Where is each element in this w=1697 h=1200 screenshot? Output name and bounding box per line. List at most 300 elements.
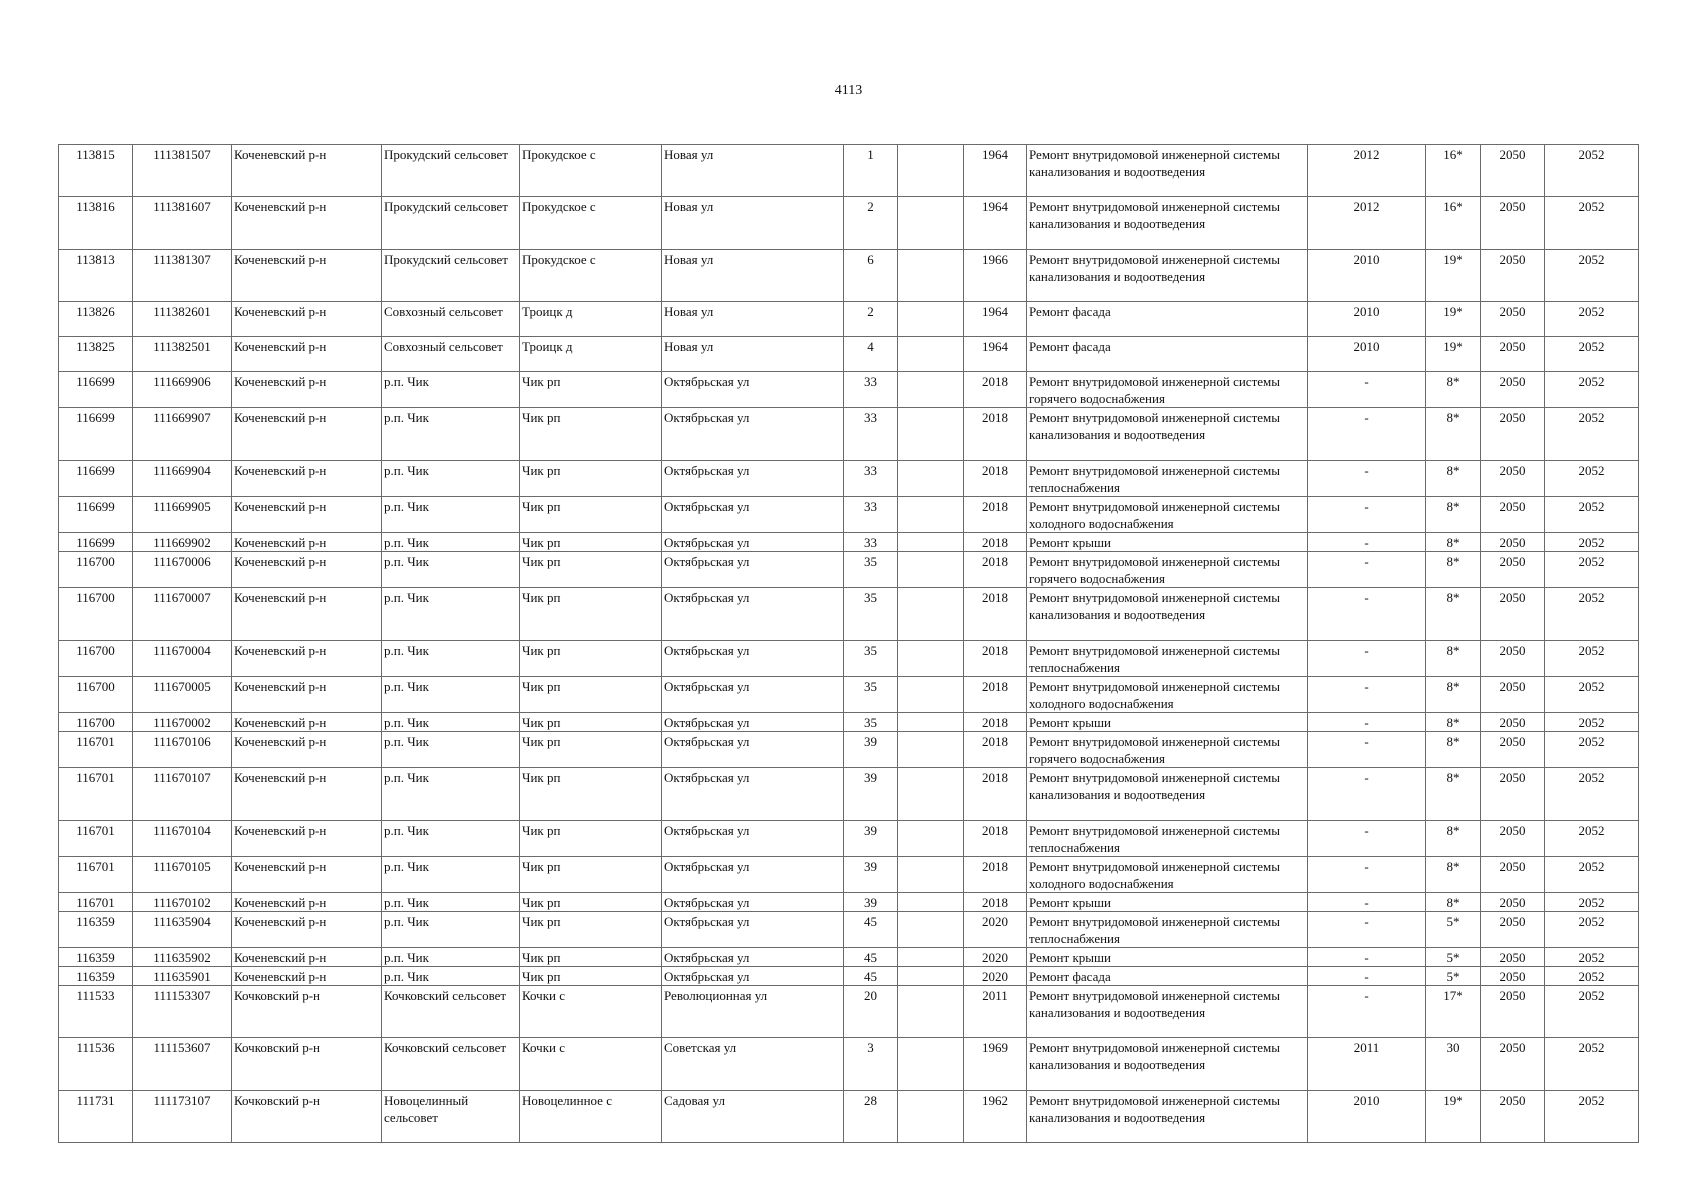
cell-work-id: 111670002 bbox=[133, 713, 232, 732]
cell-locality: Чик рп bbox=[520, 588, 662, 641]
cell-last-repair-year: - bbox=[1308, 641, 1426, 677]
cell-work-id: 111153607 bbox=[133, 1038, 232, 1091]
cell-district: Коченевский р-н bbox=[232, 533, 382, 552]
cell-settlement-council: р.п. Чик bbox=[382, 893, 520, 912]
cell-plan-start-year: 2050 bbox=[1481, 967, 1545, 986]
table-row bbox=[59, 337, 1639, 372]
cell-priority: 8* bbox=[1426, 641, 1481, 677]
cell-year-built: 2020 bbox=[964, 948, 1027, 967]
cell-locality: Прокудское с bbox=[520, 250, 662, 302]
cell-street: Октябрьская ул bbox=[662, 552, 844, 588]
cell-work-id: 111670006 bbox=[133, 552, 232, 588]
cell-street: Новая ул bbox=[662, 337, 844, 372]
cell-house-number: 3 bbox=[844, 1038, 898, 1091]
cell-priority: 19* bbox=[1426, 302, 1481, 337]
cell-house-code: 116701 bbox=[59, 857, 133, 893]
cell-plan-end-year: 2052 bbox=[1545, 552, 1639, 588]
cell-house-code: 113815 bbox=[59, 145, 133, 197]
cell-building bbox=[898, 197, 964, 250]
cell-work-type: Ремонт внутридомовой инженерной системы холодного водоснабжения bbox=[1027, 677, 1308, 713]
cell-plan-start-year: 2050 bbox=[1481, 250, 1545, 302]
table-row bbox=[59, 732, 1639, 768]
repair-register-table bbox=[58, 144, 1639, 1143]
cell-plan-start-year: 2050 bbox=[1481, 857, 1545, 893]
cell-plan-start-year: 2050 bbox=[1481, 497, 1545, 533]
cell-work-type: Ремонт внутридомовой инженерной системы горячего водоснабжения bbox=[1027, 372, 1308, 408]
cell-locality: Троицк д bbox=[520, 302, 662, 337]
cell-year-built: 2018 bbox=[964, 552, 1027, 588]
cell-house-code: 116699 bbox=[59, 533, 133, 552]
cell-year-built: 2018 bbox=[964, 461, 1027, 497]
cell-work-id: 111670106 bbox=[133, 732, 232, 768]
cell-priority: 8* bbox=[1426, 732, 1481, 768]
cell-district: Коченевский р-н bbox=[232, 912, 382, 948]
cell-priority: 8* bbox=[1426, 461, 1481, 497]
cell-work-type: Ремонт внутридомовой инженерной системы канализования и водоотведения bbox=[1027, 1091, 1308, 1143]
cell-street: Революционная ул bbox=[662, 986, 844, 1038]
cell-plan-start-year: 2050 bbox=[1481, 713, 1545, 732]
cell-last-repair-year: 2012 bbox=[1308, 145, 1426, 197]
cell-settlement-council: р.п. Чик bbox=[382, 732, 520, 768]
cell-building bbox=[898, 250, 964, 302]
table-row bbox=[59, 768, 1639, 821]
cell-house-number: 39 bbox=[844, 857, 898, 893]
cell-locality: Кочки с bbox=[520, 1038, 662, 1091]
page-number: 4113 bbox=[834, 83, 863, 98]
cell-street: Садовая ул bbox=[662, 1091, 844, 1143]
cell-plan-start-year: 2050 bbox=[1481, 302, 1545, 337]
cell-locality: Кочки с bbox=[520, 986, 662, 1038]
cell-settlement-council: р.п. Чик bbox=[382, 912, 520, 948]
cell-settlement-council: Совхозный сельсовет bbox=[382, 302, 520, 337]
cell-district: Коченевский р-н bbox=[232, 461, 382, 497]
cell-house-number: 45 bbox=[844, 948, 898, 967]
cell-plan-end-year: 2052 bbox=[1545, 372, 1639, 408]
cell-year-built: 2020 bbox=[964, 912, 1027, 948]
cell-street: Октябрьская ул bbox=[662, 461, 844, 497]
table-row bbox=[59, 677, 1639, 713]
cell-plan-end-year: 2052 bbox=[1545, 533, 1639, 552]
cell-last-repair-year: - bbox=[1308, 497, 1426, 533]
cell-house-number: 2 bbox=[844, 302, 898, 337]
cell-house-code: 111731 bbox=[59, 1091, 133, 1143]
cell-district: Коченевский р-н bbox=[232, 893, 382, 912]
cell-building bbox=[898, 372, 964, 408]
cell-plan-start-year: 2050 bbox=[1481, 893, 1545, 912]
cell-house-code: 116701 bbox=[59, 768, 133, 821]
cell-year-built: 2018 bbox=[964, 588, 1027, 641]
cell-house-number: 35 bbox=[844, 677, 898, 713]
cell-locality: Чик рп bbox=[520, 552, 662, 588]
cell-plan-start-year: 2050 bbox=[1481, 145, 1545, 197]
cell-house-number: 35 bbox=[844, 588, 898, 641]
cell-district: Коченевский р-н bbox=[232, 145, 382, 197]
cell-district: Коченевский р-н bbox=[232, 857, 382, 893]
cell-work-type: Ремонт внутридомовой инженерной системы горячего водоснабжения bbox=[1027, 732, 1308, 768]
cell-street: Октябрьская ул bbox=[662, 857, 844, 893]
cell-building bbox=[898, 912, 964, 948]
cell-plan-start-year: 2050 bbox=[1481, 197, 1545, 250]
cell-plan-end-year: 2052 bbox=[1545, 677, 1639, 713]
cell-work-type: Ремонт внутридомовой инженерной системы холодного водоснабжения bbox=[1027, 857, 1308, 893]
cell-house-code: 116700 bbox=[59, 713, 133, 732]
cell-work-type: Ремонт внутридомовой инженерной системы канализования и водоотведения bbox=[1027, 197, 1308, 250]
cell-work-id: 111670005 bbox=[133, 677, 232, 713]
cell-locality: Чик рп bbox=[520, 821, 662, 857]
cell-plan-start-year: 2050 bbox=[1481, 461, 1545, 497]
cell-work-type: Ремонт внутридомовой инженерной системы канализования и водоотведения bbox=[1027, 986, 1308, 1038]
cell-work-id: 111670004 bbox=[133, 641, 232, 677]
table-row bbox=[59, 250, 1639, 302]
cell-building bbox=[898, 533, 964, 552]
cell-year-built: 1964 bbox=[964, 337, 1027, 372]
cell-last-repair-year: - bbox=[1308, 713, 1426, 732]
table-row bbox=[59, 145, 1639, 197]
cell-work-id: 111670102 bbox=[133, 893, 232, 912]
cell-building bbox=[898, 145, 964, 197]
cell-plan-start-year: 2050 bbox=[1481, 337, 1545, 372]
cell-settlement-council: р.п. Чик bbox=[382, 821, 520, 857]
cell-settlement-council: Кочковский сельсовет bbox=[382, 1038, 520, 1091]
cell-year-built: 1969 bbox=[964, 1038, 1027, 1091]
cell-locality: Прокудское с bbox=[520, 197, 662, 250]
cell-priority: 8* bbox=[1426, 857, 1481, 893]
cell-plan-start-year: 2050 bbox=[1481, 408, 1545, 461]
cell-plan-start-year: 2050 bbox=[1481, 821, 1545, 857]
cell-year-built: 1966 bbox=[964, 250, 1027, 302]
cell-locality: Чик рп bbox=[520, 967, 662, 986]
cell-district: Коченевский р-н bbox=[232, 250, 382, 302]
cell-district: Коченевский р-н bbox=[232, 713, 382, 732]
cell-settlement-council: р.п. Чик bbox=[382, 967, 520, 986]
cell-year-built: 2018 bbox=[964, 641, 1027, 677]
cell-priority: 5* bbox=[1426, 912, 1481, 948]
cell-street: Октябрьская ул bbox=[662, 641, 844, 677]
cell-plan-start-year: 2050 bbox=[1481, 986, 1545, 1038]
cell-work-type: Ремонт крыши bbox=[1027, 713, 1308, 732]
cell-settlement-council: Новоцелинный сельсовет bbox=[382, 1091, 520, 1143]
cell-district: Коченевский р-н bbox=[232, 497, 382, 533]
cell-plan-start-year: 2050 bbox=[1481, 641, 1545, 677]
table-row bbox=[59, 302, 1639, 337]
cell-work-id: 111153307 bbox=[133, 986, 232, 1038]
cell-last-repair-year: 2011 bbox=[1308, 1038, 1426, 1091]
cell-priority: 19* bbox=[1426, 250, 1481, 302]
cell-locality: Чик рп bbox=[520, 372, 662, 408]
cell-work-id: 111669906 bbox=[133, 372, 232, 408]
cell-year-built: 2018 bbox=[964, 893, 1027, 912]
cell-street: Октябрьская ул bbox=[662, 408, 844, 461]
cell-work-type: Ремонт внутридомовой инженерной системы теплоснабжения bbox=[1027, 641, 1308, 677]
cell-district: Коченевский р-н bbox=[232, 372, 382, 408]
cell-work-id: 111381307 bbox=[133, 250, 232, 302]
cell-work-type: Ремонт внутридомовой инженерной системы горячего водоснабжения bbox=[1027, 552, 1308, 588]
cell-priority: 8* bbox=[1426, 713, 1481, 732]
cell-year-built: 1962 bbox=[964, 1091, 1027, 1143]
cell-house-number: 33 bbox=[844, 372, 898, 408]
cell-building bbox=[898, 497, 964, 533]
cell-district: Коченевский р-н bbox=[232, 677, 382, 713]
cell-district: Коченевский р-н bbox=[232, 408, 382, 461]
cell-work-id: 111635902 bbox=[133, 948, 232, 967]
cell-last-repair-year: - bbox=[1308, 408, 1426, 461]
cell-building bbox=[898, 677, 964, 713]
cell-building bbox=[898, 857, 964, 893]
cell-priority: 19* bbox=[1426, 337, 1481, 372]
cell-district: Коченевский р-н bbox=[232, 732, 382, 768]
cell-year-built: 1964 bbox=[964, 197, 1027, 250]
cell-plan-end-year: 2052 bbox=[1545, 948, 1639, 967]
cell-street: Октябрьская ул bbox=[662, 768, 844, 821]
cell-work-id: 111381507 bbox=[133, 145, 232, 197]
cell-locality: Чик рп bbox=[520, 677, 662, 713]
cell-settlement-council: р.п. Чик bbox=[382, 408, 520, 461]
cell-year-built: 2018 bbox=[964, 713, 1027, 732]
cell-work-id: 111669904 bbox=[133, 461, 232, 497]
cell-settlement-council: р.п. Чик bbox=[382, 857, 520, 893]
table-row bbox=[59, 372, 1639, 408]
cell-plan-end-year: 2052 bbox=[1545, 768, 1639, 821]
cell-work-id: 111670107 bbox=[133, 768, 232, 821]
cell-building bbox=[898, 893, 964, 912]
cell-work-id: 111670007 bbox=[133, 588, 232, 641]
cell-work-type: Ремонт крыши bbox=[1027, 948, 1308, 967]
cell-street: Октябрьская ул bbox=[662, 912, 844, 948]
cell-district: Коченевский р-н bbox=[232, 337, 382, 372]
cell-house-number: 39 bbox=[844, 821, 898, 857]
cell-house-code: 116699 bbox=[59, 408, 133, 461]
cell-settlement-council: р.п. Чик bbox=[382, 677, 520, 713]
cell-street: Октябрьская ул bbox=[662, 533, 844, 552]
cell-locality: Чик рп bbox=[520, 641, 662, 677]
cell-building bbox=[898, 967, 964, 986]
cell-last-repair-year: - bbox=[1308, 533, 1426, 552]
cell-last-repair-year: - bbox=[1308, 768, 1426, 821]
cell-street: Октябрьская ул bbox=[662, 967, 844, 986]
cell-year-built: 2018 bbox=[964, 857, 1027, 893]
cell-street: Октябрьская ул bbox=[662, 821, 844, 857]
table-row bbox=[59, 408, 1639, 461]
cell-district: Коченевский р-н bbox=[232, 641, 382, 677]
cell-settlement-council: р.п. Чик bbox=[382, 641, 520, 677]
cell-plan-end-year: 2052 bbox=[1545, 497, 1639, 533]
cell-work-type: Ремонт крыши bbox=[1027, 893, 1308, 912]
cell-street: Октябрьская ул bbox=[662, 948, 844, 967]
cell-work-type: Ремонт внутридомовой инженерной системы теплоснабжения bbox=[1027, 461, 1308, 497]
cell-settlement-council: Прокудский сельсовет bbox=[382, 197, 520, 250]
table-row bbox=[59, 986, 1639, 1038]
cell-street: Новая ул bbox=[662, 302, 844, 337]
cell-house-code: 116699 bbox=[59, 372, 133, 408]
cell-locality: Чик рп bbox=[520, 912, 662, 948]
cell-last-repair-year: - bbox=[1308, 552, 1426, 588]
cell-settlement-council: р.п. Чик bbox=[382, 552, 520, 588]
cell-locality: Прокудское с bbox=[520, 145, 662, 197]
cell-year-built: 2020 bbox=[964, 967, 1027, 986]
cell-settlement-council: р.п. Чик bbox=[382, 497, 520, 533]
cell-building bbox=[898, 408, 964, 461]
cell-locality: Чик рп bbox=[520, 857, 662, 893]
cell-locality: Чик рп bbox=[520, 533, 662, 552]
cell-building bbox=[898, 337, 964, 372]
cell-house-code: 113826 bbox=[59, 302, 133, 337]
cell-year-built: 2018 bbox=[964, 533, 1027, 552]
cell-house-code: 116700 bbox=[59, 641, 133, 677]
cell-year-built: 1964 bbox=[964, 145, 1027, 197]
cell-locality: Чик рп bbox=[520, 948, 662, 967]
cell-last-repair-year: - bbox=[1308, 461, 1426, 497]
cell-street: Октябрьская ул bbox=[662, 732, 844, 768]
cell-house-number: 33 bbox=[844, 497, 898, 533]
cell-plan-start-year: 2050 bbox=[1481, 552, 1545, 588]
cell-work-id: 111173107 bbox=[133, 1091, 232, 1143]
table-row bbox=[59, 1038, 1639, 1091]
cell-work-type: Ремонт фасада bbox=[1027, 337, 1308, 372]
cell-plan-end-year: 2052 bbox=[1545, 250, 1639, 302]
cell-year-built: 2018 bbox=[964, 408, 1027, 461]
cell-work-id: 111635904 bbox=[133, 912, 232, 948]
cell-work-type: Ремонт внутридомовой инженерной системы канализования и водоотведения bbox=[1027, 768, 1308, 821]
cell-house-code: 111536 bbox=[59, 1038, 133, 1091]
cell-plan-end-year: 2052 bbox=[1545, 588, 1639, 641]
cell-plan-end-year: 2052 bbox=[1545, 461, 1639, 497]
cell-year-built: 2018 bbox=[964, 497, 1027, 533]
cell-last-repair-year: - bbox=[1308, 986, 1426, 1038]
cell-house-code: 116701 bbox=[59, 732, 133, 768]
cell-house-number: 4 bbox=[844, 337, 898, 372]
cell-street: Октябрьская ул bbox=[662, 893, 844, 912]
cell-plan-start-year: 2050 bbox=[1481, 912, 1545, 948]
cell-house-number: 1 bbox=[844, 145, 898, 197]
cell-priority: 8* bbox=[1426, 372, 1481, 408]
cell-house-number: 2 bbox=[844, 197, 898, 250]
cell-last-repair-year: 2010 bbox=[1308, 250, 1426, 302]
cell-house-number: 39 bbox=[844, 768, 898, 821]
cell-house-code: 113825 bbox=[59, 337, 133, 372]
cell-work-id: 111669905 bbox=[133, 497, 232, 533]
cell-house-number: 35 bbox=[844, 713, 898, 732]
cell-locality: Чик рп bbox=[520, 732, 662, 768]
cell-locality: Чик рп bbox=[520, 713, 662, 732]
cell-street: Октябрьская ул bbox=[662, 588, 844, 641]
cell-work-type: Ремонт внутридомовой инженерной системы канализования и водоотведения bbox=[1027, 250, 1308, 302]
cell-street: Октябрьская ул bbox=[662, 677, 844, 713]
cell-settlement-council: р.п. Чик bbox=[382, 713, 520, 732]
cell-building bbox=[898, 588, 964, 641]
cell-house-code: 116701 bbox=[59, 821, 133, 857]
cell-house-number: 39 bbox=[844, 732, 898, 768]
table-row bbox=[59, 1091, 1639, 1143]
cell-settlement-council: р.п. Чик bbox=[382, 461, 520, 497]
cell-settlement-council: р.п. Чик bbox=[382, 948, 520, 967]
cell-work-type: Ремонт внутридомовой инженерной системы холодного водоснабжения bbox=[1027, 497, 1308, 533]
table-row bbox=[59, 893, 1639, 912]
cell-house-number: 28 bbox=[844, 1091, 898, 1143]
cell-district: Коченевский р-н bbox=[232, 197, 382, 250]
cell-house-code: 116359 bbox=[59, 967, 133, 986]
table-row bbox=[59, 857, 1639, 893]
table-row bbox=[59, 948, 1639, 967]
cell-priority: 8* bbox=[1426, 533, 1481, 552]
cell-year-built: 2018 bbox=[964, 732, 1027, 768]
cell-settlement-council: р.п. Чик bbox=[382, 768, 520, 821]
cell-plan-end-year: 2052 bbox=[1545, 1091, 1639, 1143]
cell-district: Кочковский р-н bbox=[232, 986, 382, 1038]
cell-plan-end-year: 2052 bbox=[1545, 197, 1639, 250]
cell-plan-start-year: 2050 bbox=[1481, 533, 1545, 552]
cell-building bbox=[898, 461, 964, 497]
cell-street: Новая ул bbox=[662, 197, 844, 250]
cell-locality: Чик рп bbox=[520, 408, 662, 461]
cell-locality: Чик рп bbox=[520, 768, 662, 821]
cell-year-built: 2018 bbox=[964, 768, 1027, 821]
cell-house-code: 113813 bbox=[59, 250, 133, 302]
cell-settlement-council: р.п. Чик bbox=[382, 533, 520, 552]
cell-building bbox=[898, 552, 964, 588]
cell-plan-start-year: 2050 bbox=[1481, 588, 1545, 641]
cell-priority: 8* bbox=[1426, 588, 1481, 641]
cell-priority: 8* bbox=[1426, 893, 1481, 912]
cell-last-repair-year: - bbox=[1308, 732, 1426, 768]
cell-plan-start-year: 2050 bbox=[1481, 1038, 1545, 1091]
cell-last-repair-year: - bbox=[1308, 821, 1426, 857]
cell-house-number: 20 bbox=[844, 986, 898, 1038]
cell-plan-end-year: 2052 bbox=[1545, 912, 1639, 948]
cell-district: Коченевский р-н bbox=[232, 588, 382, 641]
cell-settlement-council: р.п. Чик bbox=[382, 588, 520, 641]
cell-last-repair-year: 2010 bbox=[1308, 337, 1426, 372]
table-row bbox=[59, 588, 1639, 641]
table-body bbox=[59, 145, 1639, 1143]
cell-house-number: 45 bbox=[844, 967, 898, 986]
cell-priority: 19* bbox=[1426, 1091, 1481, 1143]
cell-plan-end-year: 2052 bbox=[1545, 713, 1639, 732]
cell-district: Кочковский р-н bbox=[232, 1091, 382, 1143]
cell-house-number: 33 bbox=[844, 408, 898, 461]
table-row bbox=[59, 461, 1639, 497]
cell-house-code: 116699 bbox=[59, 497, 133, 533]
table-row bbox=[59, 912, 1639, 948]
cell-year-built: 2018 bbox=[964, 821, 1027, 857]
cell-work-type: Ремонт крыши bbox=[1027, 533, 1308, 552]
cell-locality: Чик рп bbox=[520, 497, 662, 533]
cell-street: Октябрьская ул bbox=[662, 372, 844, 408]
cell-priority: 8* bbox=[1426, 768, 1481, 821]
cell-priority: 8* bbox=[1426, 497, 1481, 533]
cell-plan-end-year: 2052 bbox=[1545, 641, 1639, 677]
cell-building bbox=[898, 986, 964, 1038]
cell-settlement-council: Прокудский сельсовет bbox=[382, 250, 520, 302]
cell-work-type: Ремонт внутридомовой инженерной системы теплоснабжения bbox=[1027, 821, 1308, 857]
table-row bbox=[59, 641, 1639, 677]
cell-street: Октябрьская ул bbox=[662, 713, 844, 732]
cell-house-number: 33 bbox=[844, 533, 898, 552]
table-row bbox=[59, 533, 1639, 552]
cell-house-code: 116700 bbox=[59, 588, 133, 641]
cell-priority: 16* bbox=[1426, 145, 1481, 197]
cell-last-repair-year: - bbox=[1308, 912, 1426, 948]
cell-plan-start-year: 2050 bbox=[1481, 1091, 1545, 1143]
cell-house-code: 116701 bbox=[59, 893, 133, 912]
cell-house-number: 33 bbox=[844, 461, 898, 497]
cell-house-number: 35 bbox=[844, 641, 898, 677]
cell-plan-start-year: 2050 bbox=[1481, 732, 1545, 768]
cell-locality: Троицк д bbox=[520, 337, 662, 372]
cell-locality: Чик рп bbox=[520, 893, 662, 912]
table-row bbox=[59, 197, 1639, 250]
cell-building bbox=[898, 732, 964, 768]
cell-settlement-council: Кочковский сельсовет bbox=[382, 986, 520, 1038]
